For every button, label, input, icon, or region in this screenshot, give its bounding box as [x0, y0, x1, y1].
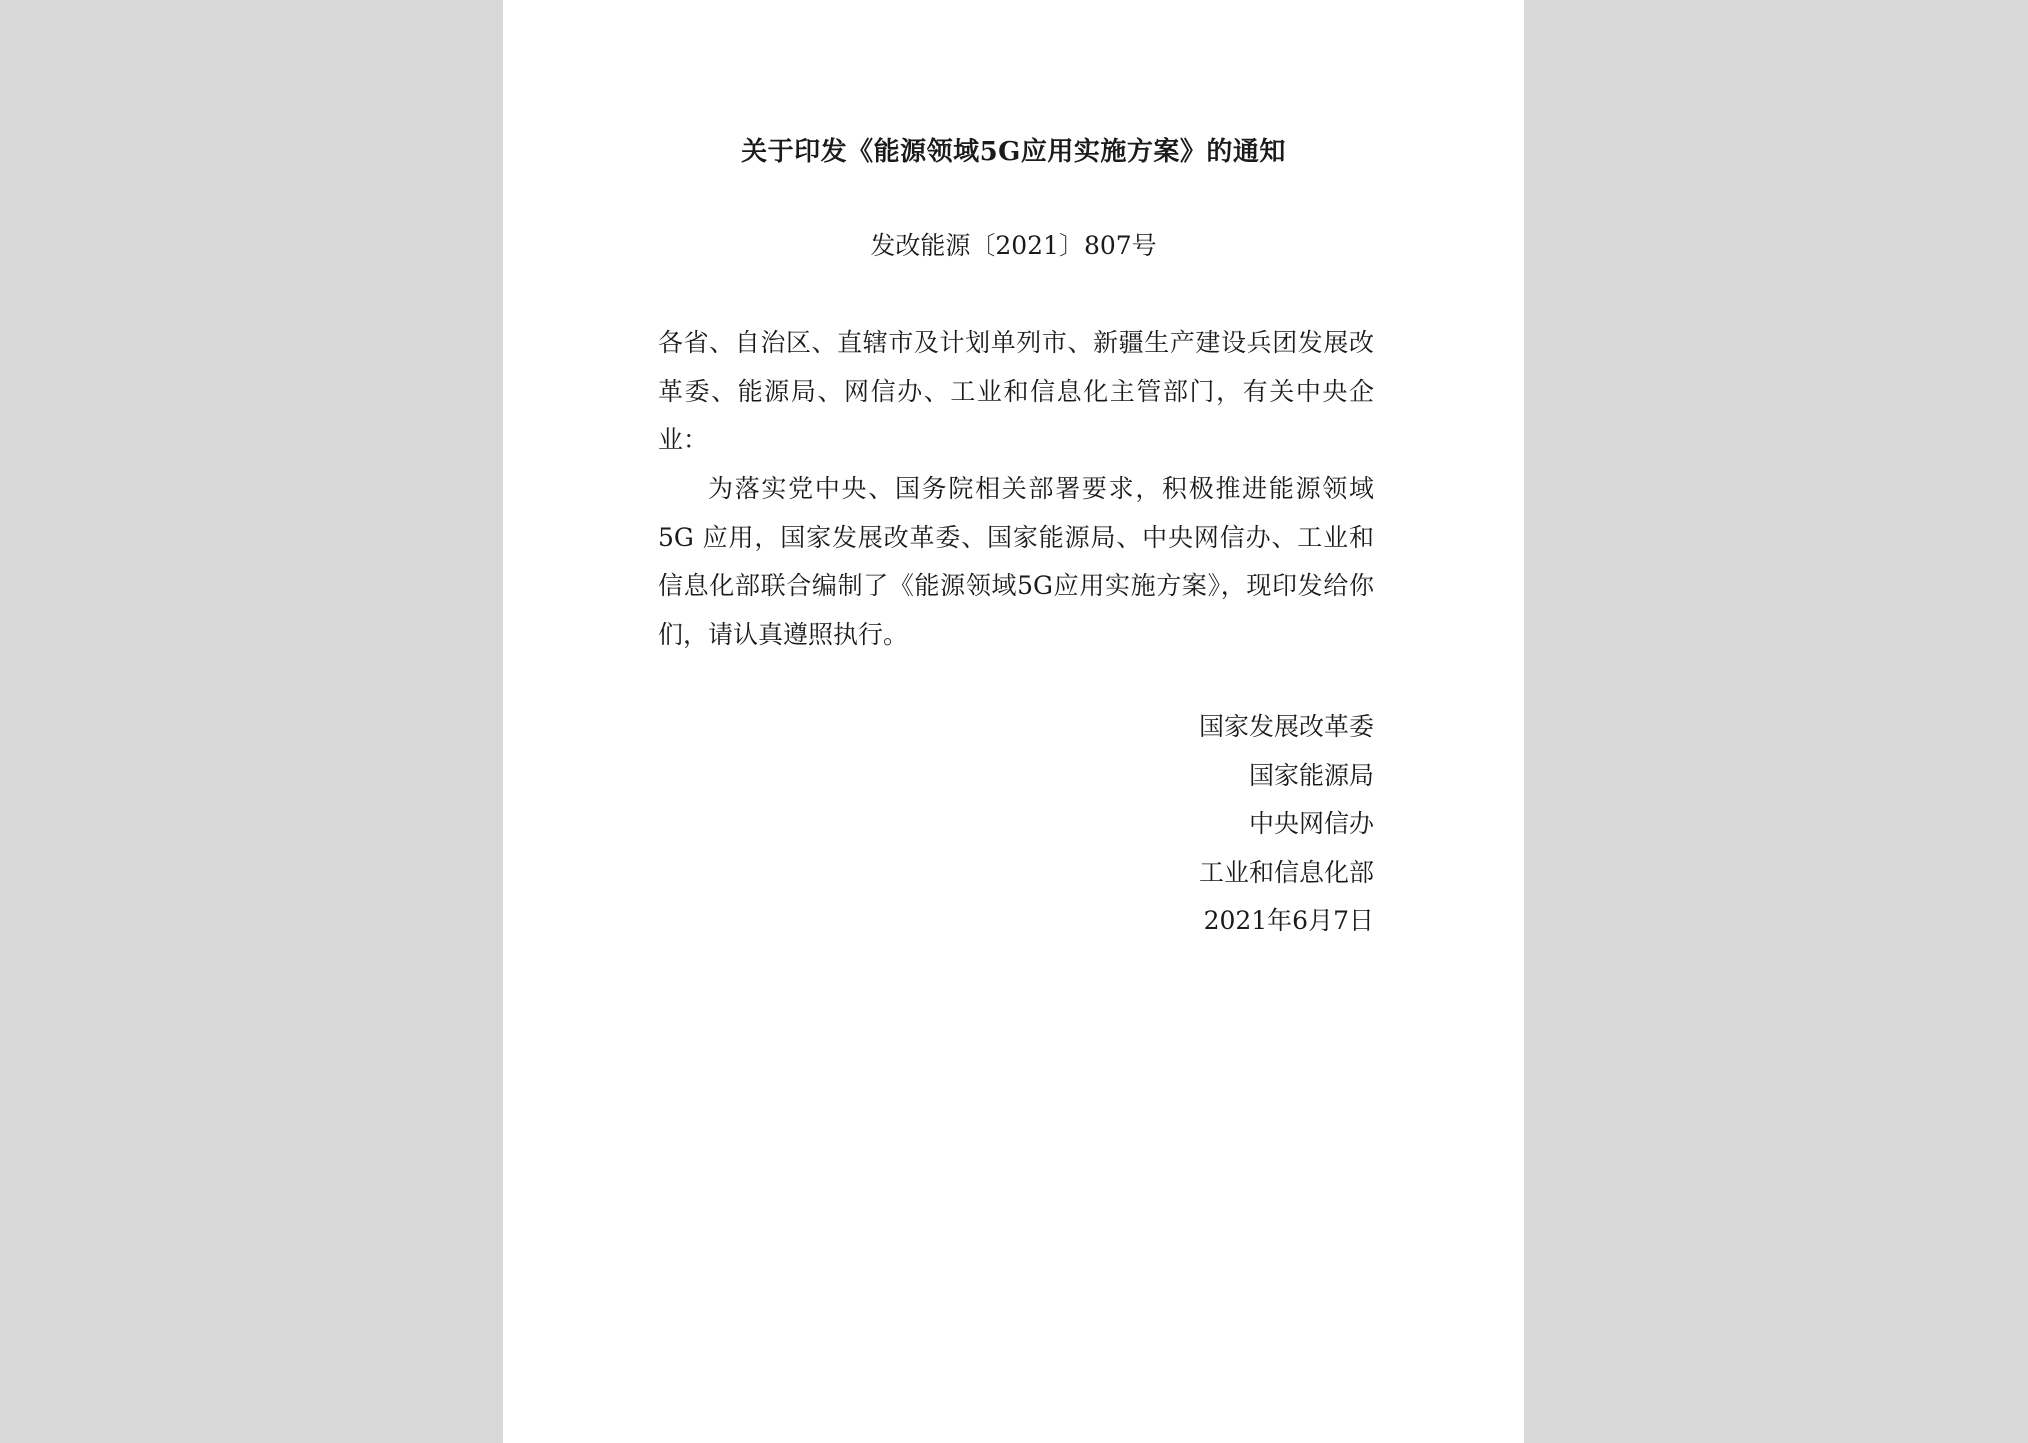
- signatory-nea: 国家能源局: [1248, 760, 1374, 790]
- body-paragraph: 为落实党中央、国务院相关部署要求，积极推进能源领域 5G 应用，国家发展改革委、国家能源局、中央网信办、工业和信息化部联合编制了《能源领域5G应用实施方案》，现印发给你们，请认真遵照执行。: [658, 474, 1374, 649]
- signatory-cac: 中央网信办: [1248, 809, 1374, 838]
- body-block: [658, 465, 1374, 659]
- addressee-text: 各省、自治区、直辖市及计划单列市、新疆生产建设兵团发展改革委、能源局、网信办、工业和信息化主管部门，有关中央企业：: [658, 328, 1374, 454]
- issue-date: 2021年6月7日: [1203, 906, 1374, 935]
- document-title: 关于印发《能源领域5G应用实施方案》的通知: [741, 137, 1286, 167]
- signatory-miit: 工业和信息化部: [1198, 857, 1374, 887]
- document-page: [503, 0, 1524, 1443]
- document-number: 发改能源〔2021〕807号: [870, 231, 1157, 260]
- signature-block: [658, 703, 1374, 946]
- signatory-ndrc: 国家发展改革委: [1198, 712, 1374, 741]
- addressee-block: [658, 319, 1374, 465]
